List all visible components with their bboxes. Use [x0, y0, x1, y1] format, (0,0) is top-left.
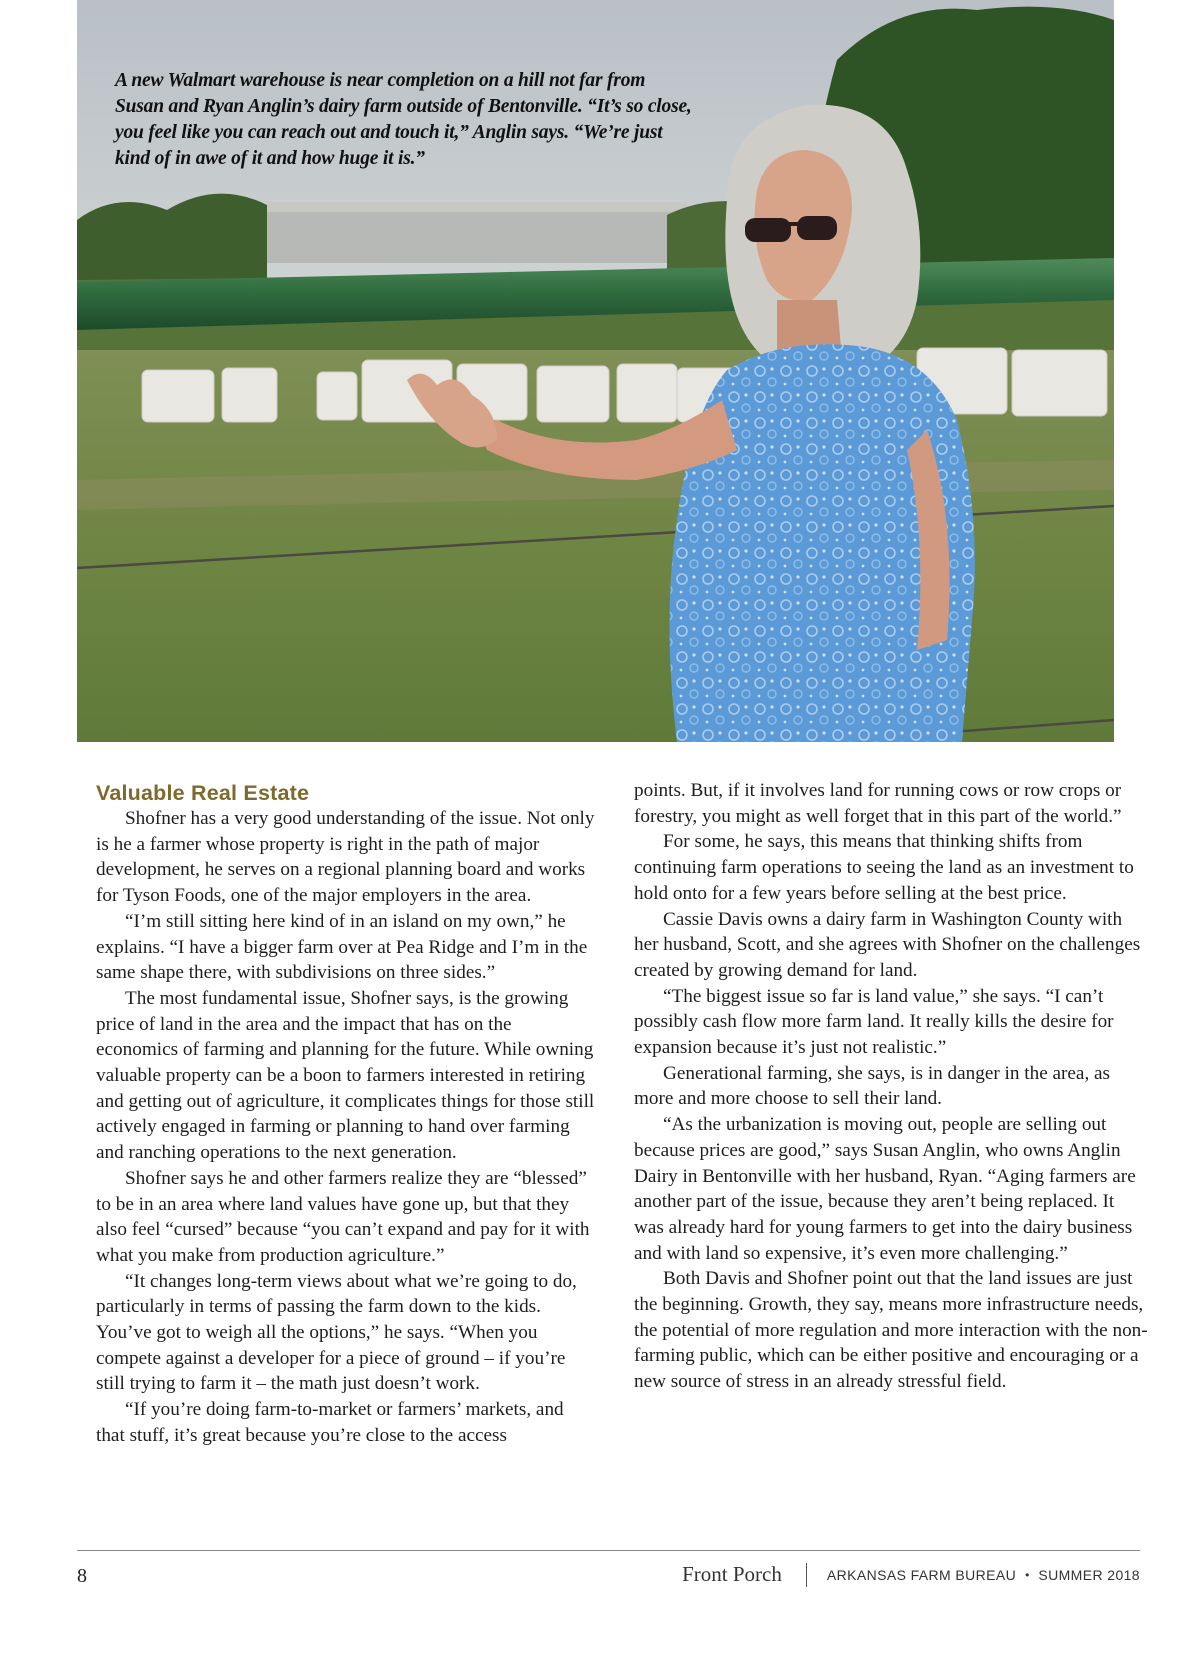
paragraph: Cassie Davis owns a dairy farm in Washington County with her husband, Scott, and she agrees with Shofner on the challenges created by growing demand for land.: [634, 908, 1141, 981]
section-heading: Valuable Real Estate: [96, 781, 310, 805]
paragraph: Shofner has a very good understanding of the issue. Not only is he a farmer whose property is right in the path of major development, he serves on a regional planning board and works for Tyson Foods, one of the major employers in the area.: [96, 808, 595, 907]
article-column-right: [634, 778, 1148, 1395]
paragraph: “It changes long-term views about what we’re going to do, particularly in terms of passing the farm down to the kids. You’ve got to weigh all the options,” he says. “When you compete against a developer for a piece of ground – if you’re still trying to farm it – the math just doesn’t work.: [96, 1270, 577, 1395]
article-column-left: [96, 780, 596, 1449]
paragraph-continuation: points. But, if it involves land for running cows or row crops or forestry, you might as well forget that in this part of the world.”: [634, 780, 1122, 827]
paragraph: “The biggest issue so far is land value,” she says. “I can’t possibly cash flow more farm land. It really kills the desire for expansion because it’s just not realistic.”: [634, 985, 1114, 1059]
paragraph: “I’m still sitting here kind of in an island on my own,” he explains. “I have a bigger farm over at Pea Ridge and I’m in the same shape there, with subdivisions on three sides.”: [96, 910, 588, 984]
organization-name: ARKANSAS FARM BUREAU: [826, 1566, 1017, 1583]
paragraph: Generational farming, she says, is in danger in the area, as more and more choose to sell their land.: [634, 1062, 1111, 1110]
paragraph: Both Davis and Shofner point out that the land issues are just the beginning. Growth, they say, means more infrastructure needs, the potential of more regulation and more interaction with the non-farming public, which can be either positive and encouraging or a new source of stress in an already stressful field.: [634, 1268, 1148, 1393]
paragraph: “If you’re doing farm-to-market or farmers’ markets, and that stuff, it’s great because you’re close to the access: [96, 1399, 564, 1446]
article-photo: [77, 0, 1114, 742]
footer-rule: [77, 1550, 1140, 1551]
page-number: 8: [77, 1565, 87, 1587]
footer-divider: [806, 1563, 807, 1587]
footer-publication-info: [682, 1562, 1140, 1587]
bullet-separator: •: [1025, 1567, 1030, 1582]
paragraph: Shofner says he and other farmers realize they are “blessed” to be in an area where land values have gone up, but that they also feel “cursed” because “you can’t expand and pay for it with what you make from production agriculture.”: [96, 1167, 590, 1266]
paragraph: The most fundamental issue, Shofner says, is the growing price of land in the area and the impact that has on the economics of farming and planning for the future. While owning valuable property can be a boon to farmers interested in retiring and getting out of agriculture, it complicates things for those still actively engaged in farming or planning to hand over farming and ranching operations to the next generation.: [96, 987, 595, 1164]
paragraph: For some, he says, this means that thinking shifts from continuing farm operations to seeing the land as an investment to hold onto for a few years before selling at the best price.: [634, 831, 1134, 904]
photo-caption: A new Walmart warehouse is near completion on a hill not far from Susan and Ryan Anglin’s dairy farm outside of Bentonville. “It’s so close, you feel like you can reach out and touch it,” Anglin says. “We’re just kind of in awe of it and how huge it is.”: [115, 70, 692, 169]
paragraph: “As the urbanization is moving out, people are selling out because prices are good,” says Susan Anglin, who owns Anglin Dairy in Bentonville with her husband, Ryan. “Aging farmers are another part of the issue, because they aren’t being replaced. It was already hard for young farmers to get into the dairy business and with land so expensive, it’s even more challenging.”: [634, 1114, 1136, 1264]
publication-name: Front Porch: [682, 1562, 782, 1586]
issue-date: SUMMER 2018: [1038, 1566, 1140, 1583]
